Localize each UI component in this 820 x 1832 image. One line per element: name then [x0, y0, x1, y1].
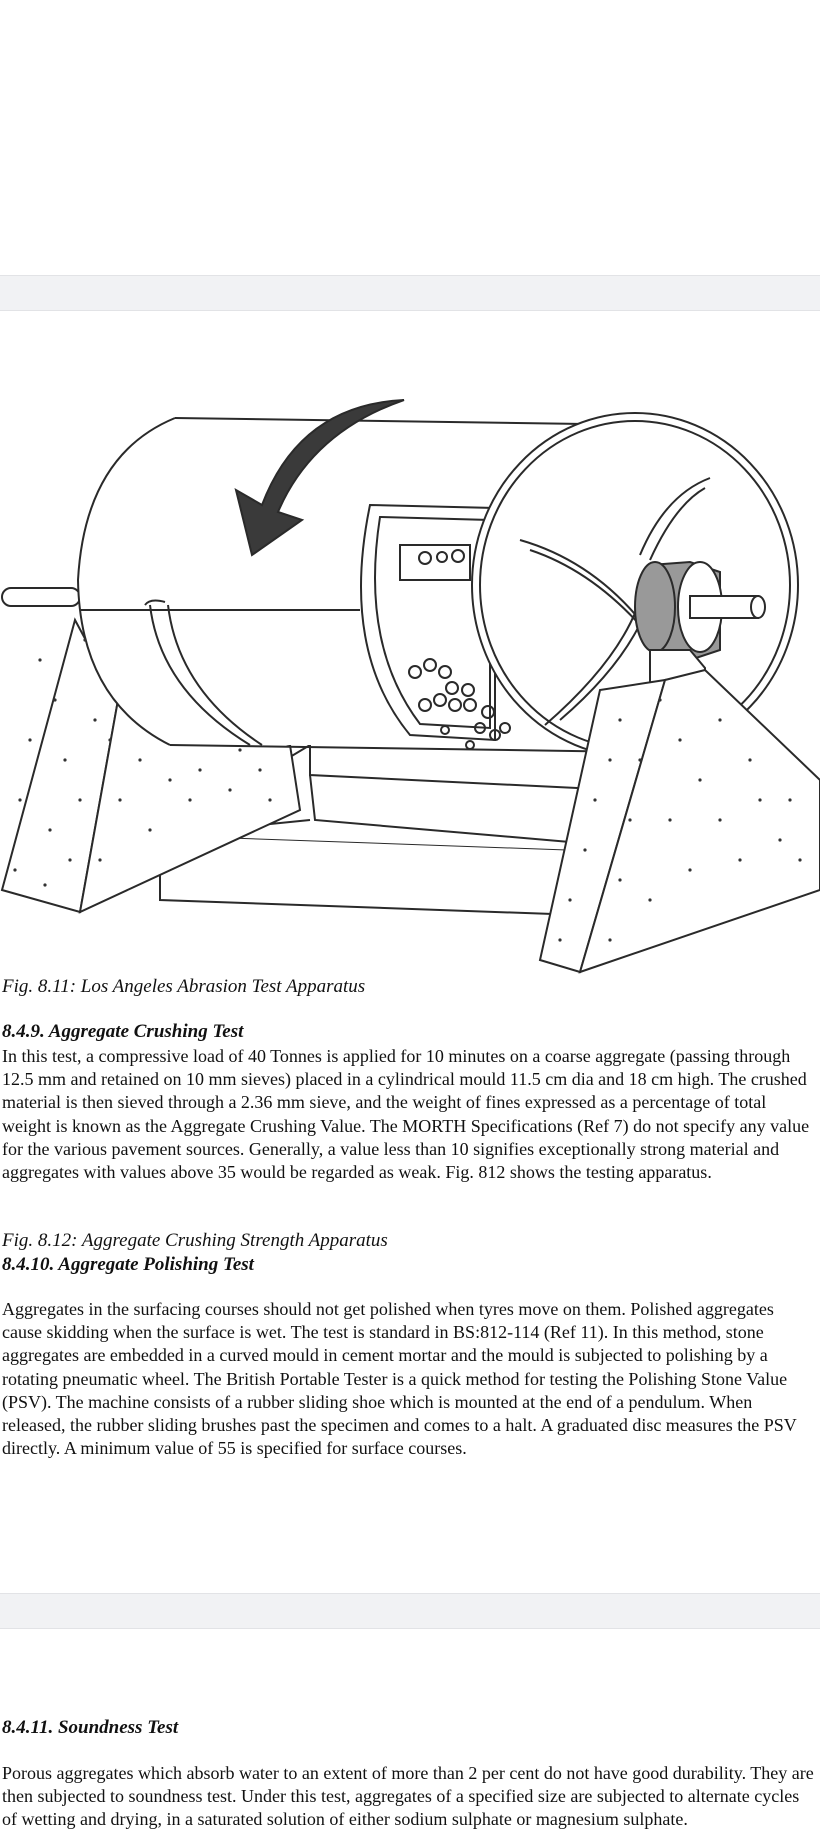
section-8-4-10-heading: 8.4.10. Aggregate Polishing Test	[2, 1254, 254, 1275]
left-shaft	[2, 588, 80, 606]
section-8-4-9-heading: 8.4.9. Aggregate Crushing Test	[2, 1021, 244, 1042]
section-8-4-11-body: Porous aggregates which absorb water to an extent of more than 2 per cent do not have good durability. They are then subjected to soundness test. Under this test, aggregates of a specified size are subjected to alternate cycles of wetting and drying, in a saturated solution of either sodium sulphate or magnesium sulphate.	[2, 1763, 814, 1830]
figure-8-12-caption: Fig. 8.12: Aggregate Crushing Strength Apparatus	[2, 1230, 388, 1251]
page-separator	[0, 1593, 820, 1629]
document-page-top	[0, 0, 820, 275]
abrasion-machine-illustration	[0, 380, 820, 980]
section-8-4-11-heading: 8.4.11. Soundness Test	[2, 1717, 179, 1738]
section-8-4-10-body: Aggregates in the surfacing courses should not get polished when tyres move on them. Polished aggregates cause skidding when the surface is wet. The test is standard in BS:812-114 (Ref 11). In this method, stone aggregates are embedded in a curved mould in cement mortar and the mould is subjected to polishing by a rotating pneumatic wheel. The British Portable Tester is a quick method for testing the Polishing Stone Value (PSV). The machine consists of a rubber sliding shoe which is mounted at the end of a pendulum. When released, the rubber sliding brushes past the specimen and comes to a halt. A graduated disc measures the PSV directly. A minimum value of 55 is specified for surface courses.	[2, 1299, 797, 1459]
figure-8-11-caption: Fig. 8.11: Los Angeles Abrasion Test Apparatus	[2, 976, 366, 997]
section-8-4-9-body: In this test, a compressive load of 40 Tonnes is applied for 10 minutes on a coarse aggregate (passing through 12.5 mm and retained on 10 mm sieves) placed in a cylindrical mould 11.5 cm dia and 18 cm high. The crushed material is then sieved through a 2.36 mm sieve, and the weight of fines expressed as a percentage of total weight is known as the Aggregate Crushing Value. The MORTH Specifications (Ref 7) do not specify any value for the various pavement sources. Generally, a value less than 10 signifies exceptionally strong material and aggregates with values above 35 would be regarded as weak. Fig. 812 shows the testing apparatus.	[2, 1046, 810, 1183]
page-separator	[0, 275, 820, 311]
